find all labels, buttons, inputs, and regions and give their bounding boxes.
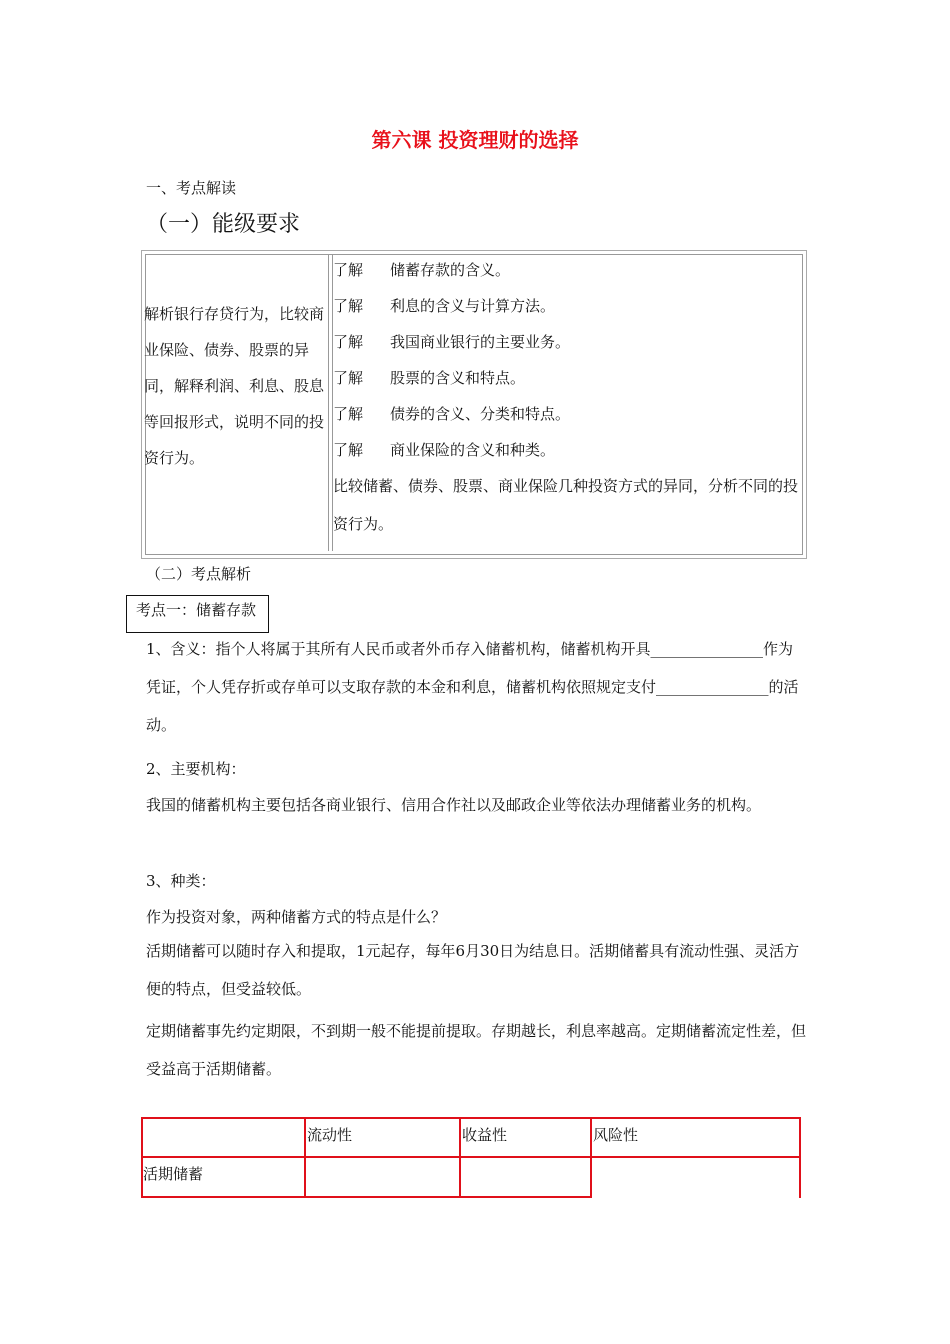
table-header-cell: 风险性 (593, 1126, 639, 1144)
table-header-cell: 流动性 (307, 1126, 353, 1144)
requirement-verb: 了解 (333, 405, 364, 423)
requirement-text: 债券的含义、分类和特点。 (390, 405, 571, 423)
item2-heading: 2、主要机构： (146, 760, 246, 778)
requirement-text: 商业保险的含义和种类。 (390, 441, 556, 459)
requirement-compare-text: 比较储蓄、债券、股票、商业保险几种投资方式的异同，分析不同的投资行为。 (333, 477, 799, 533)
requirement-row (333, 259, 510, 280)
requirement-verb: 了解 (333, 297, 364, 315)
requirement-row (333, 331, 570, 352)
table-border-bottom (141, 1196, 592, 1198)
page-title: 第六课 投资理财的选择 (371, 128, 579, 152)
table-divider-1 (304, 1117, 306, 1198)
requirement-row (333, 439, 555, 460)
requirement-text: 股票的含义和特点。 (390, 369, 526, 387)
table-divider-2 (459, 1117, 461, 1198)
item3-heading: 3、种类： (146, 872, 216, 890)
requirement-verb: 了解 (333, 441, 364, 459)
requirement-text: 我国商业银行的主要业务。 (390, 333, 571, 351)
keypoint-label: 考点一：储蓄存款 (136, 601, 257, 619)
table-border-left (141, 1117, 143, 1198)
requirement-row (333, 403, 570, 424)
item3-paragraph-current: 活期储蓄可以随时存入和提取，1元起存，每年6月30日为结息日。活期储蓄具有流动性强、灵活方便的特点，但受益较低。 (146, 942, 800, 998)
requirements-left-cell: 解析银行存贷行为，比较商业保险、债券、股票的异同，解释利润、利息、股息等回报形式，说明不同的投资行为。 (144, 305, 325, 467)
table-row-label: 活期储蓄 (143, 1165, 204, 1183)
item1-definition: 1、含义：指个人将属于其所有人民币或者外币存入储蓄机构，储蓄机构开具_______________作为凭证，个人凭存折或存单可以支取存款的本金和利息，储蓄机构依照规定支付_______________的活动。 (146, 640, 799, 734)
subsection-heading-2: （二）考点解析 (146, 565, 252, 583)
section-heading-1: 一、考点解读 (146, 179, 237, 197)
requirement-text: 利息的含义与计算方法。 (390, 297, 556, 315)
item3-question: 作为投资对象，两种储蓄方式的特点是什么？ (146, 908, 447, 926)
item3-paragraph-fixed: 定期储蓄事先约定期限，不到期一般不能提前提取。存期越长，利息率越高。定期储蓄流定性差，但受益高于活期储蓄。 (146, 1022, 807, 1078)
requirement-verb: 了解 (333, 369, 364, 387)
table-header-cell: 收益性 (462, 1126, 508, 1144)
requirement-row (333, 295, 555, 316)
requirement-verb: 了解 (333, 261, 364, 279)
table-border-right (799, 1117, 801, 1198)
table-divider-3 (590, 1117, 592, 1198)
requirement-row (333, 367, 525, 388)
table-border-top (141, 1117, 801, 1119)
requirement-verb: 了解 (333, 333, 364, 351)
item2-body: 我国的储蓄机构主要包括各商业银行、信用合作社以及邮政企业等依法办理储蓄业务的机构。 (146, 796, 762, 814)
requirement-text: 储蓄存款的含义。 (390, 261, 511, 279)
table-border-mid (141, 1156, 801, 1158)
subsection-heading-1: （一）能级要求 (146, 212, 301, 237)
